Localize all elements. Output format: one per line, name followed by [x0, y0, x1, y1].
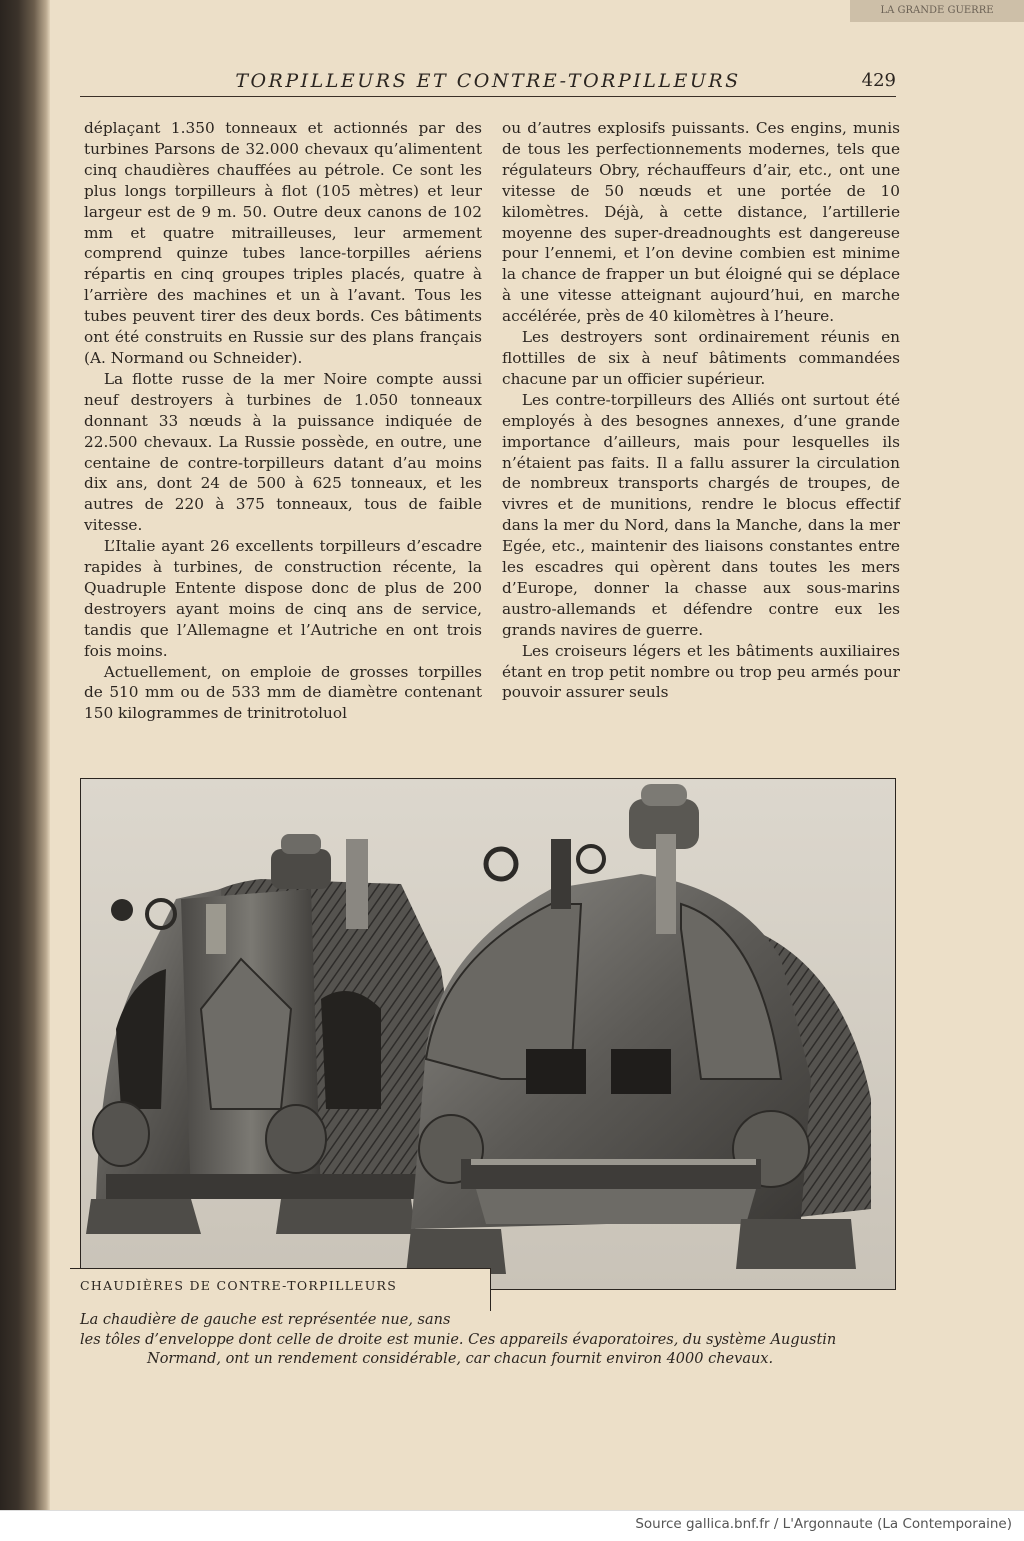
- paragraph: Les destroyers sont ordinairement réunis en flottilles de six à neuf bâtiments commandées chacune par un officier supérieur.: [502, 328, 900, 388]
- caption-line: les tôles d’enveloppe dont celle de droite est munie. Ces appareils évaporatoires, du système Augustin: [80, 1332, 837, 1348]
- paragraph: Actuellement, on emploie de grosses torpilles de 510 mm ou de 533 mm de diamètre contenant 150 kilogrammes de trinitrotoluol: [84, 662, 482, 723]
- text-column-right: [502, 118, 900, 703]
- running-title: TORPILLEURS ET CONTRE-TORPILLEURS: [235, 70, 741, 92]
- caption-title: CHAUDIÈRES DE CONTRE-TORPILLEURS: [80, 1278, 398, 1293]
- boiler-illustration: [81, 779, 895, 1289]
- paragraph: ou d’autres explosifs puissants. Ces engins, munis de tous les perfectionnements modernes, tels que régulateurs Obry, réchauffeurs d’air, etc., ont une vitesse de 50 nœuds et une portée de 10 kilomètres. Déjà, à cette distance, l’artillerie moyenne des super-dreadnoughts est dangereuse pour l’ennemi, et l’on devine combien est minime la chance de frapper un but éloigné qui se déplace à une vitesse atteignant aujourd’hui, en marche accélérée, près de 40 kilomètres à l’heure.: [502, 119, 900, 326]
- paragraph: déplaçant 1.350 tonneaux et actionnés par des turbines Parsons de 32.000 chevaux qu’alimentent cinq chaudières chauffées au pétrole. Ce sont les plus longs torpilleurs à flot (105 mètres) et leur largeur est de 9 m. 50. Outre deux canons de 102 mm et quatre mitrailleuses, leur armement comprend quinze tubes lance-torpilles aériens répartis en cinq groupes triples placés, quatre à l’arrière des machines et un à l’avant. Tous les tubes peuvent tirer des deux bords. Ces bâtiments ont été construits en Russie sur des plans français (A. Normand ou Schneider).: [84, 119, 482, 367]
- source-credit: Source gallica.bnf.fr / L'Argonnaute (La Contemporaine): [635, 1516, 1012, 1532]
- top-strip-text: LA GRANDE GUERRE: [850, 0, 1024, 22]
- caption-line: Normand, ont un rendement considérable, car chacun fournit environ 4000 chevaux.: [147, 1351, 774, 1367]
- paragraph: La flotte russe de la mer Noire compte aussi neuf destroyers à turbines de 1.050 tonneaux donnant 33 nœuds à la puissance indiquée de 22.500 chevaux. La Russie possède, en outre, une centaine de contre-torpilleurs datant d’au moins dix ans, dont 24 de 500 à 625 tonneaux, et les autres de 220 à 375 tonneaux, tous de faible vitesse.: [84, 369, 482, 535]
- running-head: [80, 68, 896, 97]
- text-column-left: [84, 118, 482, 724]
- paragraph: Les contre-torpilleurs des Alliés ont surtout été employés à des besognes annexes, d’une grande importance d’ailleurs, mais pour lesquelles ils n’étaient pas faits. Il a fallu assurer la circulation de nombreux transports chargés de troupes, de vivres et de munitions, rendre le blocus effectif dans la mer du Nord, dans la Manche, dans la mer Egée, etc., maintenir des liaisons constantes entre les escadres qui opèrent dans toutes les mers d’Europe, donner la chasse aux sous-marins austro-allemands et défendre contre eux les grands navires de guerre.: [502, 390, 900, 639]
- page-number: 429: [861, 70, 896, 91]
- footer-bar: [0, 1510, 1024, 1541]
- caption-line: La chaudière de gauche est représentée nue, sans: [80, 1312, 451, 1328]
- boiler-photograph: [80, 778, 896, 1290]
- book-binding: [0, 0, 50, 1510]
- paragraph: L’Italie ayant 26 excellents torpilleurs d’escadre rapides à turbines, de construction récente, la Quadruple Entente dispose donc de plus de 200 destroyers ayant moins de cinq ans de service, tandis que l’Allemagne et l’Autriche en ont trois fois moins.: [84, 537, 482, 660]
- paragraph: Les croiseurs légers et les bâtiments auxiliaires étant en trop petit nombre ou trop peu armés pour pouvoir assurer seuls: [502, 641, 900, 702]
